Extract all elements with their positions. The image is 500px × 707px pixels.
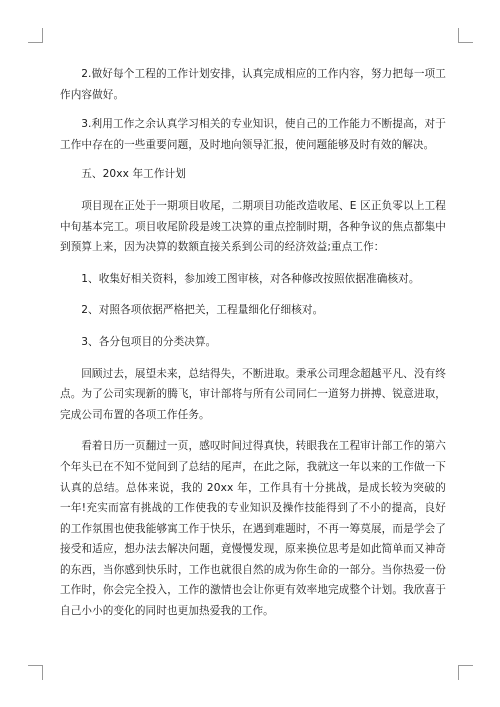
paragraph-project-status: 项目现在正处于一期项目收尾，二期项目功能改造收尾、E 区正负零以上工程中旬基本完工。项目收尾阶段是竣工决算的重点控制时期，各种争议的焦点都集中到预算上来，因为决算的数额直接关系到公司的经济效益;重点工作： (60, 199, 446, 254)
paragraph-work-plan-item-3: 3.利用工作之余认真学习相关的专业知识，使自己的工作能力不断提高，对于工作中存在的一些重要问题，及时地向领导汇报，使问题能够及时有效的解决。 (60, 118, 446, 151)
paragraph-key-task-2: 2、对照各项依据严格把关，工程量细化仔细核对。 (81, 304, 324, 317)
crop-mark-top-left (28, 28, 43, 43)
crop-mark-bottom-right (458, 665, 473, 680)
paragraph-review-outlook: 回顾过去，展望未来，总结得失，不断进取。秉承公司理念超越平凡、没有终点。为了公司实现新的腾飞，审计部将与所有公司同仁一道努力拼搏、锐意进取，完成公司布置的各项工作任务。 (60, 367, 446, 421)
paragraph-work-plan-item-2: 2.做好每个工程的工作计划安排，认真完成相应的工作内容，努力把每一项工作内容做好。 (60, 68, 446, 101)
document-body (60, 64, 446, 622)
section-heading-plan: 五、20xx 年工作计划 (81, 168, 186, 181)
crop-mark-bottom-left (28, 665, 43, 680)
paragraph-annual-summary: 看着日历一页翻过一页，感叹时间过得真快，转眼我在工程审计部工作的第六个年头已在不知不觉间到了总结的尾声，在此之际，我就这一年以来的工作做一下认真的总结。总体来说，我的 20xx 年，工作具有十分挑战，是成长较为突破的一年!充实而富有挑战的工作使我的专业知识及操作技能得到了不小的提高，良好的工作氛围也使我能够寓工作于快乐，在遇到难题时，不再一筹莫展，而是学会了接受和适应，想办法去解决问题，竟慢慢发现，原来换位思考是如此简单而又神奇的东西，当你感到快乐时，工作也就很自然的成为你生命的一部分。当你热爱一份工作时，你会完全投入，工作的激情也会让你更有效率地完成整个计划。我欣喜于自己小小的变化的同时也更加热爱我的工作。 (60, 440, 446, 618)
crop-mark-top-right (458, 28, 473, 43)
paragraph-key-task-3: 3、各分包项目的分类决算。 (81, 335, 217, 348)
paragraph-key-task-1: 1、收集好相关资料，参加竣工图审核，对各种修改按照依据准确核对。 (81, 272, 420, 285)
